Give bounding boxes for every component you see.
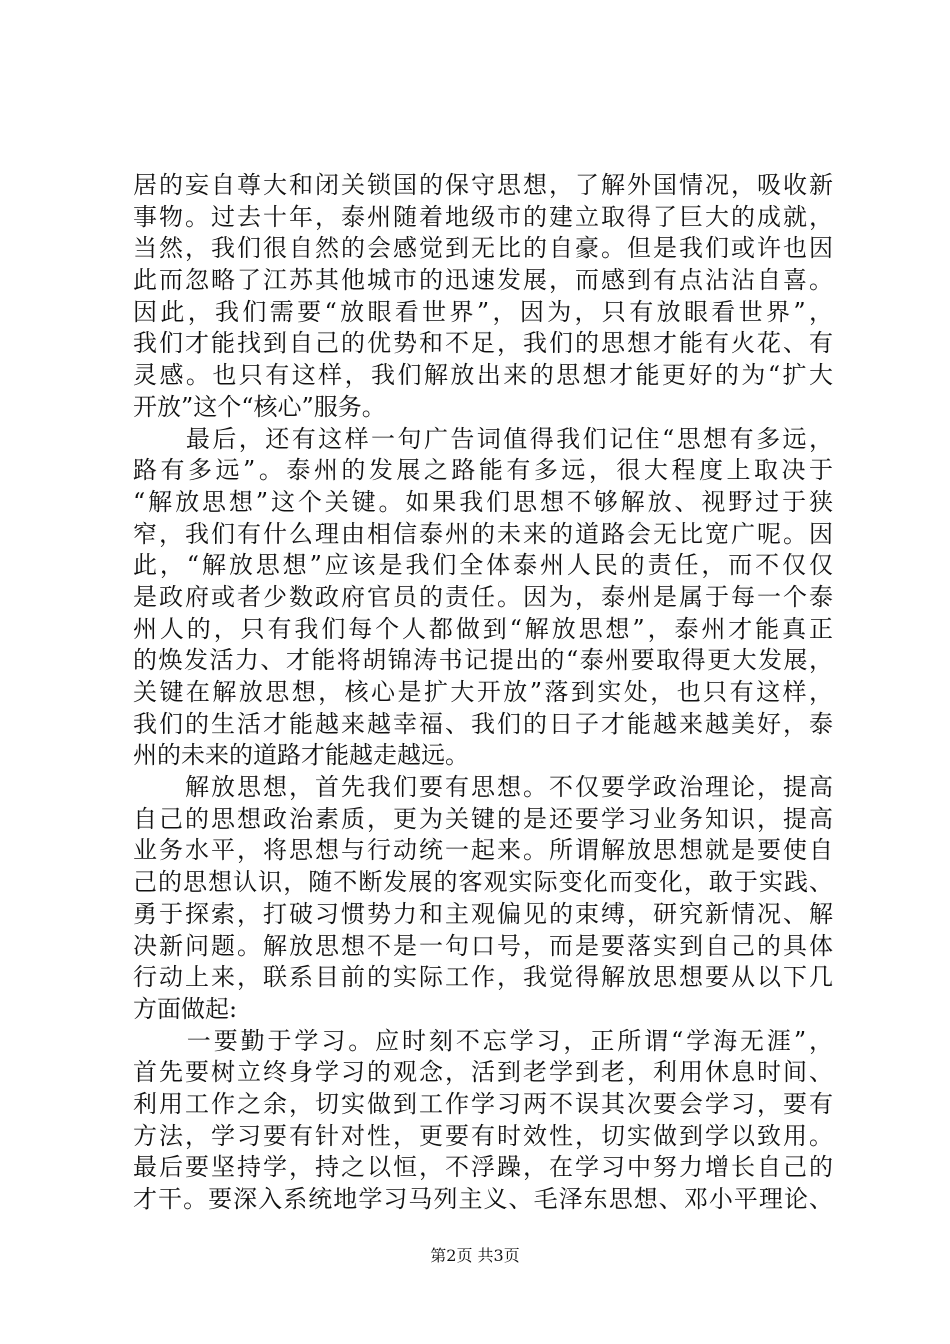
text-line: 的焕发活力、才能将胡锦涛书记提出的“泰州要取得更大发展，	[133, 646, 833, 675]
page-footer: 第2页 共3页	[430, 1246, 520, 1265]
text-line: 才干。要深入系统地学习马列主义、毛泽东思想、邓小平理论、	[133, 1185, 833, 1213]
text-line: 首先要树立终身学习的观念，活到老学到老，利用休息时间、	[133, 1058, 833, 1087]
text-line: 自己的思想政治素质，更为关键的是还要学习业务知识，提高	[133, 804, 833, 833]
text-line: 行动上来，联系目前的实际工作，我觉得解放思想要从以下几	[133, 963, 833, 992]
text-line: 州的未来的道路才能越走越远。	[133, 741, 469, 770]
text-line: 最后要坚持学，持之以恒，不浮躁，在学习中努力增长自己的	[133, 1153, 833, 1182]
text-line: 我们的生活才能越来越幸福、我们的日子才能越来越美好，泰	[133, 709, 833, 738]
text-line: 关键在解放思想，核心是扩大开放”落到实处，也只有这样，	[133, 678, 833, 706]
text-line: 因此，我们需要“放眼看世界”，因为，只有放眼看世界”，	[133, 297, 833, 326]
text-line: 利用工作之余，切实做到工作学习两不误其次要会学习，要有	[133, 1089, 833, 1118]
text-line: 业务水平，将思想与行动统一起来。所谓解放思想就是要使自	[133, 836, 833, 865]
text-line: 勇于探索，打破习惯势力和主观偏见的束缚，研究新情况、解	[133, 899, 833, 928]
text-line: 解放思想，首先我们要有思想。不仅要学政治理论，提高	[133, 773, 833, 802]
text-line: 事物。过去十年，泰州随着地级市的建立取得了巨大的成就，	[133, 202, 833, 231]
text-line: 我们才能找到自己的优势和不足，我们的思想才能有火花、有	[133, 329, 833, 358]
text-line: 开放”这个“核心”服务。	[133, 392, 386, 421]
text-line: 州人的，只有我们每个人都做到“解放思想”，泰州才能真正	[133, 614, 833, 643]
text-line: 一要勤于学习。应时刻不忘学习，正所谓“学海无涯”，	[133, 1026, 833, 1055]
text-line: 最后，还有这样一句广告词值得我们记住“思想有多远，	[133, 424, 833, 453]
text-line: 己的思想认识，随不断发展的客观实际变化而变化，敢于实践、	[133, 868, 833, 897]
text-line: 决新问题。解放思想不是一句口号，而是要落实到自己的具体	[133, 931, 833, 960]
text-line: 此而忽略了江苏其他城市的迅速发展，而感到有点沾沾自喜。	[133, 266, 833, 295]
text-line: “解放思想”这个关键。如果我们思想不够解放、视野过于狭	[133, 487, 833, 516]
text-line: 方面做起:	[133, 994, 238, 1023]
text-line: 窄，我们有什么理由相信泰州的未来的道路会无比宽广呢。因	[133, 519, 833, 548]
text-line: 居的妄自尊大和闭关锁国的保守思想，了解外国情况，吸收新	[133, 171, 833, 199]
text-line: 此，“解放思想”应该是我们全体泰州人民的责任，而不仅仅	[133, 551, 833, 580]
document-body	[133, 170, 833, 1216]
text-line: 方法，学习要有针对性，更要有时效性，切实做到学以致用。	[133, 1121, 833, 1150]
text-line: 当然，我们很自然的会感觉到无比的自豪。但是我们或许也因	[133, 234, 833, 263]
text-line: 是政府或者少数政府官员的责任。因为，泰州是属于每一个泰	[133, 582, 833, 611]
text-line: 灵感。也只有这样，我们解放出来的思想才能更好的为“扩大	[133, 361, 833, 390]
text-line: 路有多远”。泰州的发展之路能有多远，很大程度上取决于	[133, 456, 833, 485]
